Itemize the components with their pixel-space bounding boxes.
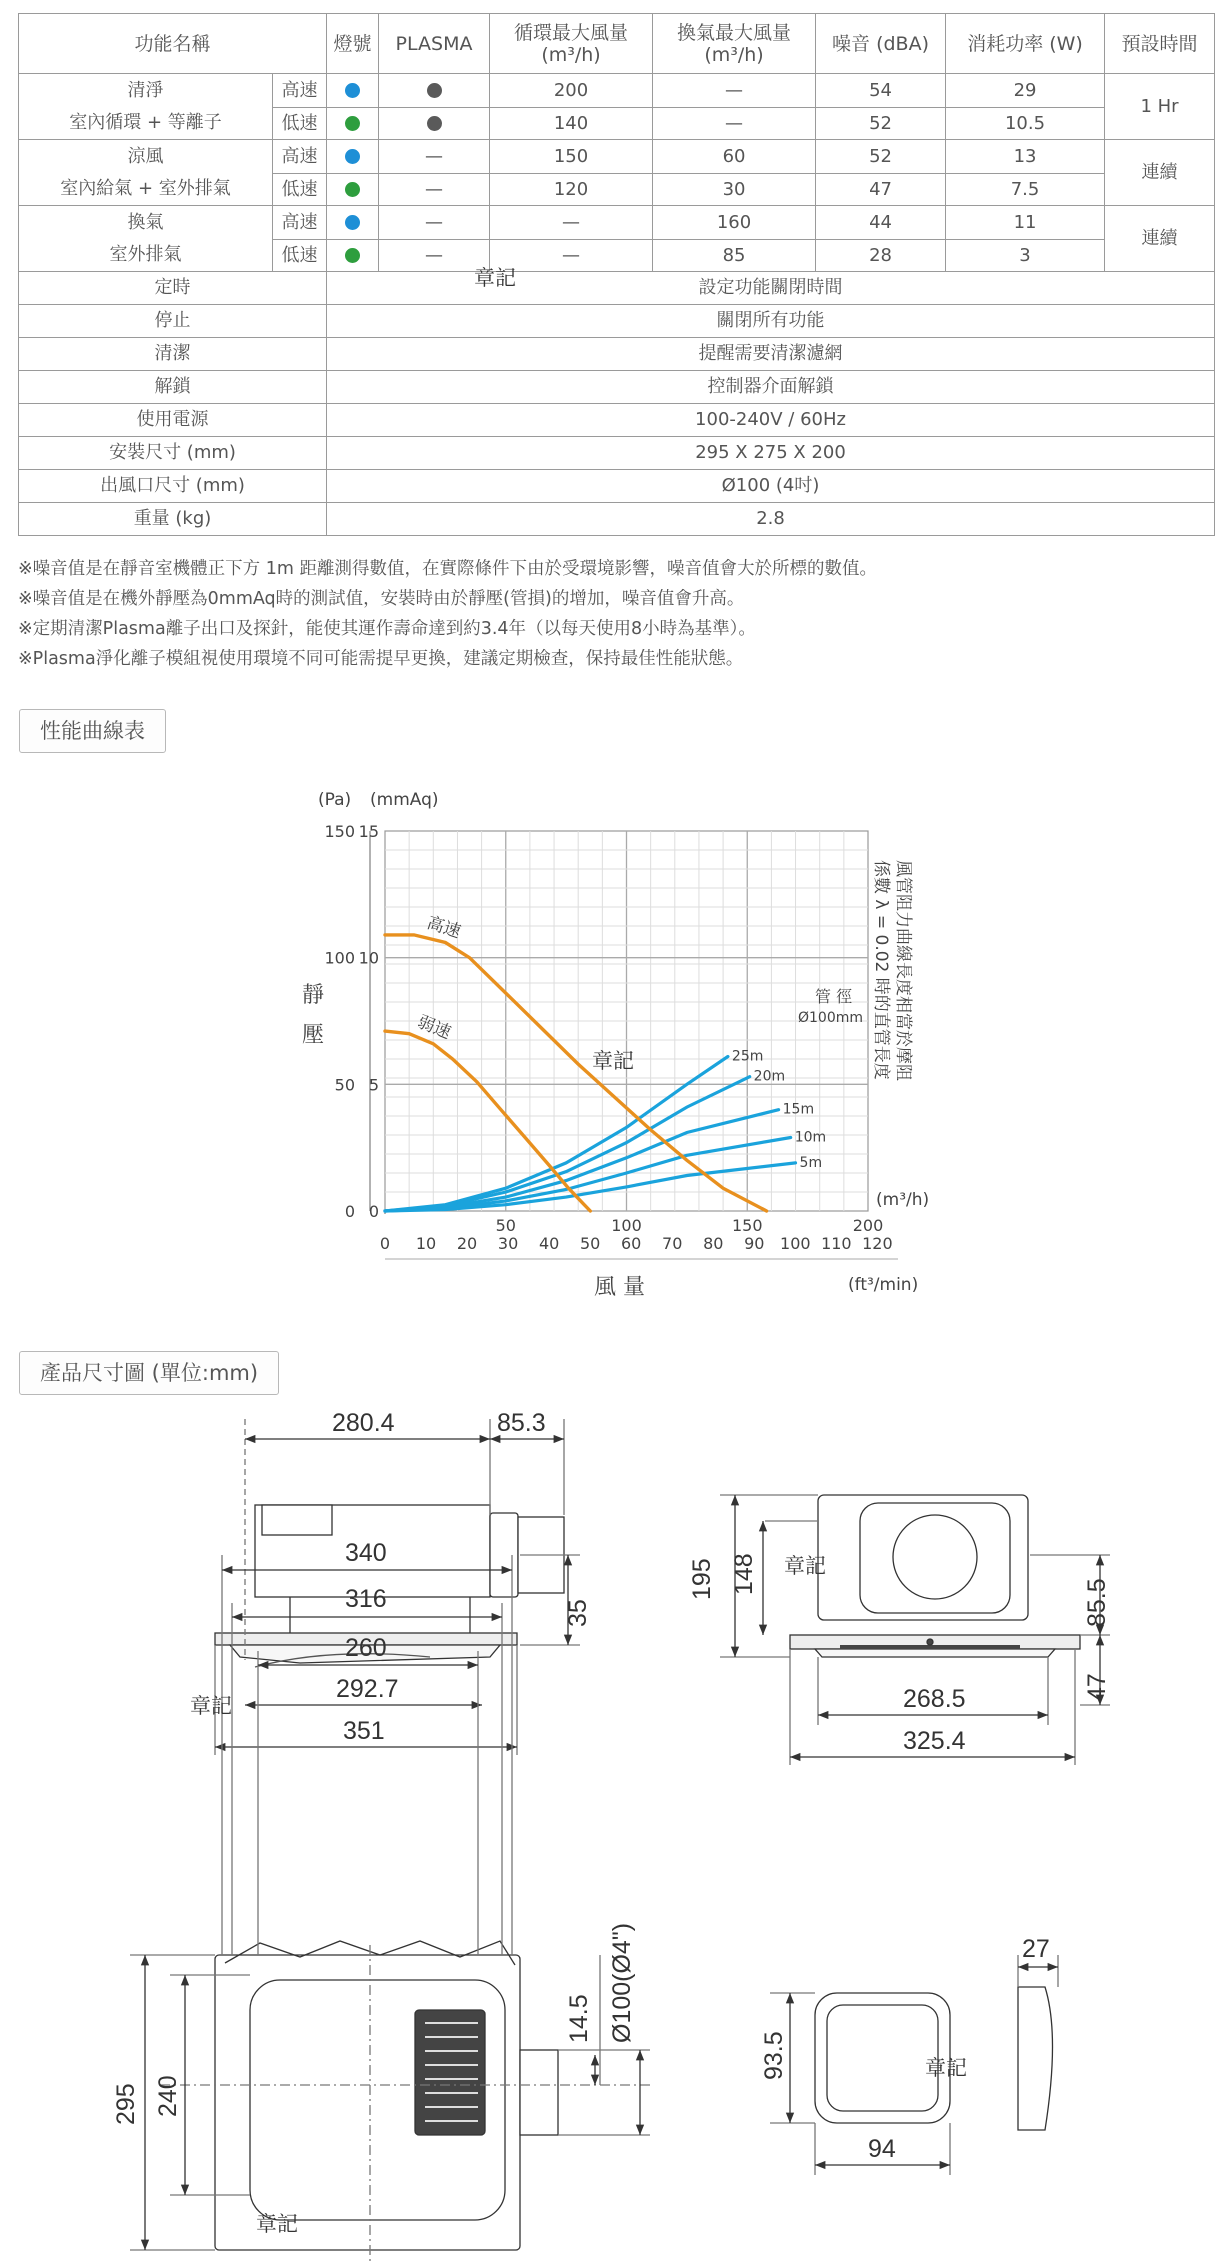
table-row [19, 503, 1215, 536]
plasma-cell: — [379, 240, 490, 272]
circulation-cell: 150 [490, 140, 653, 174]
preset-cell: 1 Hr [1105, 74, 1215, 140]
indicator-light-icon [345, 83, 360, 98]
exchange-cell: — [653, 108, 816, 140]
header-exchange: 換氣最大風量 (m³/h) [653, 14, 816, 74]
plasma-cell: — [379, 206, 490, 240]
indicator-light-icon [345, 215, 360, 230]
row-value: 提醒需要清潔濾網 [327, 338, 1215, 371]
seal-watermark: 章記 [925, 2056, 967, 2080]
plasma-on-icon [427, 116, 442, 131]
exchange-cell: 60 [653, 140, 816, 174]
note-item: ※Plasma淨化離子模組視使用環境不同可能需提早更換，建議定期檢查，保持最佳性能狀態。 [18, 649, 744, 669]
y-tick-pa: 100 [324, 948, 355, 968]
header-power: 消耗功率 (W) [946, 14, 1105, 74]
dim-side-bottom-a: 292.7 [336, 1675, 399, 1703]
fan-curve-label: 高速 [424, 913, 464, 943]
noise-cell: 52 [816, 108, 946, 140]
chart-grid [385, 831, 868, 1211]
y-unit-mmaq: (mmAq) [370, 790, 439, 810]
note-item: ※噪音值是在靜音室機體正下方 1m 距離測得數值，在實際條件下由於受環境影響，噪音值會大於所標的數值。 [18, 559, 877, 579]
x-tick-m3h: 150 [731, 1216, 763, 1235]
preset-cell: 連續 [1105, 140, 1215, 206]
x-tick-cfm: 100 [780, 1234, 811, 1253]
y-axis-label-2: 壓 [302, 1023, 325, 1048]
circulation-cell: — [490, 240, 653, 272]
dim-end-left-a: 195 [688, 1558, 716, 1600]
row-label: 重量 (kg) [19, 503, 327, 536]
speed-cell: 低速 [273, 174, 327, 206]
fan-curve-label: 弱速 [414, 1012, 454, 1044]
performance-section-tab[interactable]: 性能曲線表 [19, 709, 166, 753]
noise-cell: 52 [816, 140, 946, 174]
light-cell [327, 174, 379, 206]
row-label: 出風口尺寸 (mm) [19, 470, 327, 503]
y-tick-pa: 150 [324, 822, 355, 841]
row-label: 定時 [19, 272, 327, 305]
dim-end-left-b: 148 [730, 1553, 758, 1595]
mode-subtitle: 室外排氣 [19, 240, 273, 272]
indicator-light-icon [345, 116, 360, 131]
row-value: 設定功能關閉時間 [327, 272, 1215, 305]
mode-name: 清淨 [19, 74, 273, 108]
performance-chart [0, 770, 1232, 1330]
header-noise: 噪音 (dBA) [816, 14, 946, 74]
exchange-cell: — [653, 74, 816, 108]
circulation-cell: 200 [490, 74, 653, 108]
power-cell: 13 [946, 140, 1105, 174]
row-value: Ø100 (4吋) [327, 470, 1215, 503]
table-row [19, 240, 1215, 272]
circulation-cell: — [490, 206, 653, 240]
table-row [19, 74, 1215, 108]
table-row [19, 108, 1215, 140]
power-cell: 3 [946, 240, 1105, 272]
seal-watermark: 章記 [592, 1049, 634, 1073]
plasma-on-icon [427, 83, 442, 98]
light-cell [327, 140, 379, 174]
x-tick-cfm: 120 [862, 1234, 893, 1253]
dim-top-left-a: 295 [112, 2083, 140, 2125]
y-unit-pa: (Pa) [318, 790, 352, 810]
x-tick-m3h: 100 [611, 1216, 642, 1235]
indicator-light-icon [345, 149, 360, 164]
indicator-light-icon [345, 248, 360, 263]
header-preset: 預設時間 [1105, 14, 1215, 74]
x-tick-cfm: 20 [456, 1234, 478, 1253]
seal-watermark: 章記 [474, 266, 516, 290]
y-tick-mmaq: 0 [368, 1202, 379, 1221]
light-cell [327, 108, 379, 140]
plasma-cell: — [379, 174, 490, 206]
duct-size: Ø100mm [798, 1010, 864, 1026]
y-tick-mmaq: 15 [358, 822, 379, 841]
light-cell [327, 74, 379, 108]
dim-side-top-a: 280.4 [332, 1409, 395, 1437]
side-note-2: 係數 λ = 0.02 時的直管長度 [871, 860, 891, 1080]
seal-watermark: 章記 [256, 2212, 298, 2236]
note-item: ※噪音值是在機外靜壓為0mmAq時的測試值，安裝時由於靜壓(管損)的增加，噪音值會升高。 [18, 589, 745, 609]
table-row [19, 371, 1215, 404]
y-tick-pa: 50 [334, 1075, 355, 1095]
x-tick-cfm: 0 [379, 1234, 391, 1253]
simple-rows [19, 272, 1215, 536]
duct-curve-label: 20m [753, 1068, 786, 1085]
noise-cell: 44 [816, 206, 946, 240]
x-tick-cfm: 80 [703, 1234, 724, 1253]
x-tick-cfm: 50 [579, 1234, 601, 1253]
x-tick-m3h: 50 [495, 1216, 516, 1235]
top-view [130, 1555, 650, 2261]
table-row [19, 272, 1215, 305]
circulation-cell: 140 [490, 108, 653, 140]
x-tick-m3h: 200 [852, 1216, 884, 1235]
row-value: 295 X 275 X 200 [327, 437, 1215, 470]
dim-top-a: 340 [345, 1539, 387, 1567]
row-label: 解鎖 [19, 371, 327, 404]
duct-curve-label: 10m [794, 1129, 827, 1146]
row-value: 100-240V / 60Hz [327, 404, 1215, 437]
preset-cell: 連續 [1105, 206, 1215, 272]
power-cell: 7.5 [946, 174, 1105, 206]
speed-cell: 高速 [273, 74, 327, 108]
dimensions-section-tab[interactable]: 產品尺寸圖 (單位:mm) [19, 1351, 279, 1395]
mode-subtitle: 室內循環 + 等離子 [19, 108, 273, 140]
header-light: 燈號 [327, 14, 379, 74]
side-note-1: 風管阻力曲線長度相當於摩阻 [893, 860, 913, 1081]
row-label: 停止 [19, 305, 327, 338]
dim-top-left-b: 240 [154, 2075, 182, 2117]
exchange-cell: 30 [653, 174, 816, 206]
y-axis-label-1: 靜 [302, 983, 325, 1008]
duct-curve-label: 25m [731, 1048, 764, 1065]
table-row [19, 206, 1215, 240]
mode-name: 換氣 [19, 206, 273, 240]
dim-ctrl-width: 94 [868, 2135, 896, 2163]
mode-name: 涼風 [19, 140, 273, 174]
mode-rows [19, 74, 1215, 272]
dim-top-right-a: 14.5 [565, 1994, 593, 2043]
header-circulation: 循環最大風量 (m³/h) [490, 14, 653, 74]
dim-end-bottom-a: 268.5 [903, 1685, 966, 1713]
speed-cell: 高速 [273, 206, 327, 240]
controller-view [770, 1955, 1058, 2175]
indicator-light-icon [345, 182, 360, 197]
x-axis-label: 風 量 [594, 1275, 645, 1300]
x-tick-cfm: 60 [621, 1234, 642, 1253]
row-label: 使用電源 [19, 404, 327, 437]
dim-ctrl-depth: 27 [1022, 1935, 1050, 1963]
row-value: 2.8 [327, 503, 1215, 536]
dim-side-top-b: 85.3 [497, 1409, 546, 1437]
dim-ctrl-height: 93.5 [760, 2031, 788, 2080]
plasma-cell: — [379, 140, 490, 174]
power-cell: 10.5 [946, 108, 1105, 140]
speed-cell: 低速 [273, 240, 327, 272]
dim-top-b: 316 [345, 1585, 387, 1613]
dim-top-right-b: Ø100(Ø4") [608, 1922, 636, 2043]
table-header-row [19, 14, 1215, 74]
row-value: 關閉所有功能 [327, 305, 1215, 338]
noise-cell: 47 [816, 174, 946, 206]
seal-watermark: 章記 [190, 1694, 232, 1718]
x-tick-cfm: 40 [538, 1234, 560, 1253]
power-cell: 29 [946, 74, 1105, 108]
table-row [19, 140, 1215, 174]
dim-end-bottom-b: 325.4 [903, 1727, 966, 1755]
speed-cell: 低速 [273, 108, 327, 140]
seal-watermark: 章記 [784, 1554, 826, 1578]
y-tick-pa: 0 [344, 1202, 355, 1221]
dim-side-bottom-b: 351 [343, 1717, 385, 1745]
circulation-cell: 120 [490, 174, 653, 206]
x-tick-cfm: 10 [415, 1234, 437, 1253]
plasma-cell [379, 108, 490, 140]
mode-subtitle: 室內給氣 + 室外排氣 [19, 174, 273, 206]
light-cell [327, 240, 379, 272]
duct-curve-label: 5m [799, 1154, 823, 1171]
dim-end-right-b: 47 [1083, 1673, 1111, 1701]
speed-cell: 高速 [273, 140, 327, 174]
noise-cell: 28 [816, 240, 946, 272]
exchange-cell: 160 [653, 206, 816, 240]
plasma-cell [379, 74, 490, 108]
end-view [720, 1495, 1110, 1765]
table-row [19, 174, 1215, 206]
dim-top-c: 260 [345, 1634, 387, 1662]
dim-end-right-a: 85.5 [1083, 1578, 1111, 1627]
dimension-drawings [0, 1395, 1232, 2261]
table-row [19, 437, 1215, 470]
header-mode: 功能名稱 [19, 14, 327, 74]
x-tick-cfm: 30 [497, 1234, 519, 1253]
exchange-cell: 85 [653, 240, 816, 272]
table-row [19, 404, 1215, 437]
table-row [19, 338, 1215, 371]
dim-side-right: 35 [564, 1599, 592, 1627]
note-item: ※定期清潔Plasma離子出口及探針，能使其運作壽命達到約3.4年（以每天使用8小時為基準）。 [18, 619, 756, 639]
x-tick-cfm: 90 [744, 1234, 765, 1253]
table-row [19, 305, 1215, 338]
light-cell [327, 206, 379, 240]
spec-table [18, 13, 1215, 536]
row-value: 控制器介面解鎖 [327, 371, 1215, 404]
row-label: 安裝尺寸 (mm) [19, 437, 327, 470]
noise-cell: 54 [816, 74, 946, 108]
x-unit-m3h: (m³/h) [876, 1190, 930, 1210]
row-label: 清潔 [19, 338, 327, 371]
notes [18, 554, 1214, 674]
side-view [215, 1419, 580, 1755]
x-unit-cfm: (ft³/min) [848, 1275, 919, 1295]
x-tick-cfm: 110 [821, 1234, 852, 1253]
header-plasma: PLASMA [379, 14, 490, 74]
duct-curve-label: 15m [782, 1101, 815, 1118]
y-tick-mmaq: 5 [368, 1075, 379, 1095]
table-row [19, 470, 1215, 503]
power-cell: 11 [946, 206, 1105, 240]
duct-label: 管 徑 [815, 987, 853, 1006]
y-tick-mmaq: 10 [358, 948, 379, 968]
x-tick-cfm: 70 [662, 1234, 683, 1253]
